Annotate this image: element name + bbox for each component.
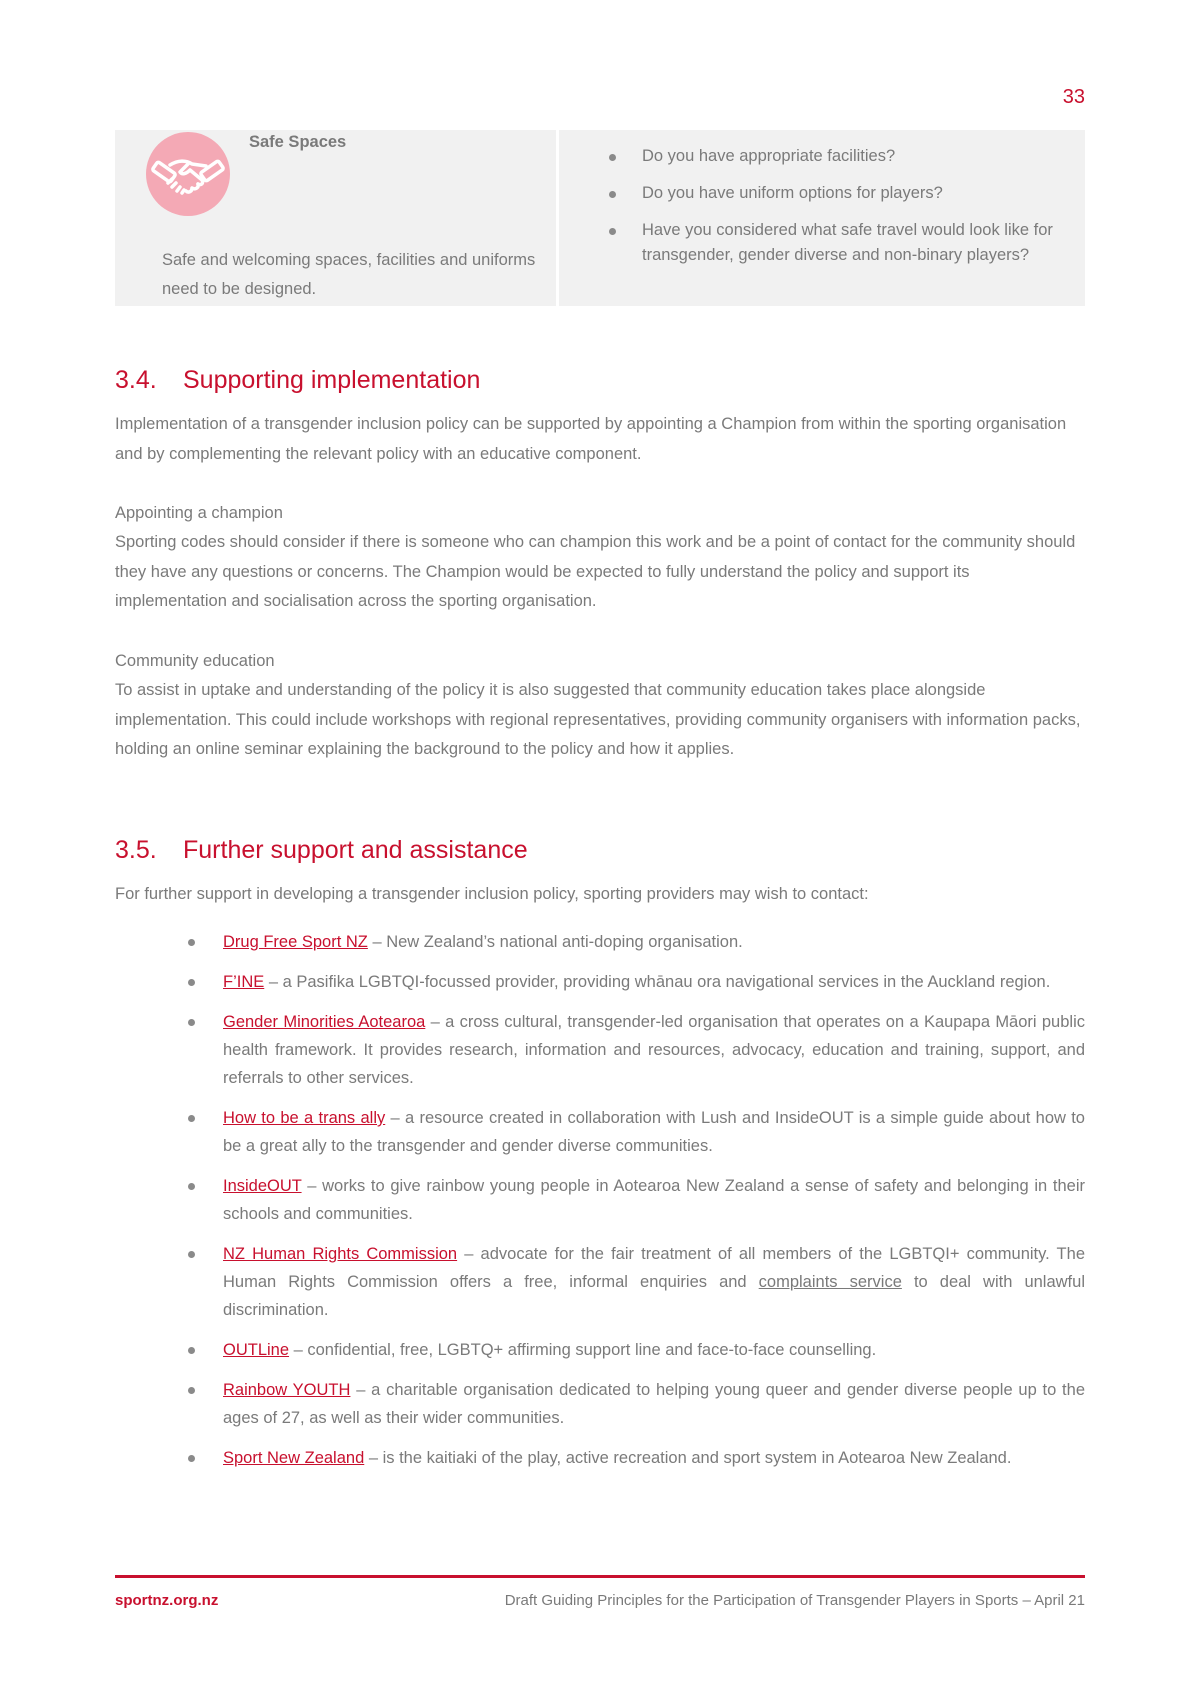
handshake-icon — [146, 132, 230, 216]
org-link[interactable]: NZ Human Rights Commission — [223, 1245, 458, 1263]
support-list-item — [115, 1104, 1085, 1160]
section-title: Further support and assistance — [183, 836, 528, 864]
champion-text: Sporting codes should consider if there is someone who can champion this work and be a point of contact for the community should they have any questions or concerns. The Champion would be expected to fully understand the policy and support its implementation and socialisation across the sporting organisation. — [115, 533, 1076, 610]
section-intro: Implementation of a transgender inclusion policy can be supported by appointing a Champion from within the sporting organisation and by complementing the relevant policy with an educative component. — [115, 415, 1067, 463]
question-item: Have you considered what safe travel would look like for transgender, gender diverse and non-binary players? — [609, 218, 1069, 268]
org-link[interactable]: Drug Free Sport NZ — [223, 933, 368, 951]
bullet-icon — [188, 1251, 195, 1258]
support-list-item — [115, 1008, 1085, 1092]
org-link[interactable]: Rainbow YOUTH — [223, 1381, 351, 1399]
org-link[interactable]: Sport New Zealand — [223, 1449, 365, 1467]
subheading-education: Community education — [115, 652, 275, 670]
org-link[interactable]: OUTLine — [223, 1341, 290, 1359]
section-number: 3.4. — [115, 366, 157, 394]
education-text: To assist in uptake and understanding of the policy it is also suggested that community education takes place alongside implementation. This could include workshops with regional representatives, providing community organisers with information packs, holding an online seminar explaining the background to the policy and how it applies. — [115, 681, 1081, 758]
org-description: – a cross cultural, transgender-led organisation that operates on a Kaupapa Māori public health framework. It provides research, information and resources, advocacy, education and training, support, and referrals to other services. — [223, 1013, 1085, 1087]
bullet-icon — [188, 979, 195, 986]
org-description: – a Pasifika LGBTQI-focussed provider, providing whānau ora navigational services in the Auckland region. — [264, 973, 1051, 991]
org-description: – advocate for the fair treatment of all members of the LGBTQI+ community. The Human Rights Commission offers a free, informal enquiries and — [223, 1245, 1085, 1291]
org-description: – a resource created in collaboration with Lush and InsideOUT is a simple guide about how to be a great ally to the transgender and gender diverse communities. — [223, 1109, 1085, 1155]
support-list-item — [115, 1172, 1085, 1228]
footer-site: sportnz.org.nz — [115, 1592, 219, 1609]
footer-title: Draft Guiding Principles for the Participation of Transgender Players in Sports – April 21 — [504, 1592, 1085, 1609]
bullet-icon — [188, 1019, 195, 1026]
org-description: – confidential, free, LGBTQ+ affirming support line and face-to-face counselling. — [289, 1341, 877, 1359]
bullet-icon — [188, 1183, 195, 1190]
support-list-item — [115, 1336, 1085, 1364]
support-list-item — [115, 1240, 1085, 1324]
org-description-cont: to deal with unlawful discrimination. — [223, 1273, 1085, 1319]
bullet-icon — [188, 1455, 195, 1462]
safe-spaces-questions — [559, 130, 1085, 306]
question-item: Do you have appropriate facilities? — [609, 144, 1069, 169]
subheading-champion: Appointing a champion — [115, 504, 283, 522]
safe-spaces-title: Safe Spaces — [249, 133, 347, 151]
support-list-item — [115, 1376, 1085, 1432]
bullet-icon — [188, 1115, 195, 1122]
bullet-icon — [188, 1387, 195, 1394]
support-list-item — [115, 968, 1085, 996]
org-link[interactable]: Gender Minorities Aotearoa — [223, 1013, 426, 1031]
org-link[interactable]: F’INE — [223, 973, 265, 991]
safe-spaces-summary — [115, 130, 556, 306]
safe-spaces-panel — [115, 130, 1085, 306]
org-link[interactable]: InsideOUT — [223, 1177, 302, 1195]
org-description: – a charitable organisation dedicated to helping young queer and gender diverse people up to the ages of 27, as well as their wider communities. — [223, 1381, 1085, 1427]
complaints-service-link[interactable]: complaints service — [758, 1273, 902, 1291]
support-list-item — [115, 1444, 1085, 1472]
section-number: 3.5. — [115, 836, 157, 864]
support-list — [115, 928, 1085, 1484]
bullet-icon — [188, 1347, 195, 1354]
question-item: Do you have uniform options for players? — [609, 181, 1069, 206]
section-title: Supporting implementation — [183, 366, 481, 394]
org-description: – works to give rainbow young people in Aotearoa New Zealand a sense of safety and belonging in their schools and communities. — [223, 1177, 1085, 1223]
support-list-item — [115, 928, 1085, 956]
bullet-icon — [188, 939, 195, 946]
safe-spaces-description: Safe and welcoming spaces, facilities and uniforms need to be designed. — [162, 251, 536, 298]
page-number: 33 — [1062, 86, 1085, 108]
org-description: – is the kaitiaki of the play, active recreation and sport system in Aotearoa New Zealand. — [364, 1449, 1012, 1467]
section-heading-3-5 — [115, 836, 528, 865]
org-description: – New Zealand’s national anti-doping organisation. — [367, 933, 743, 951]
section-heading-3-4 — [115, 366, 480, 395]
org-link[interactable]: How to be a trans ally — [223, 1109, 386, 1127]
section-intro: For further support in developing a transgender inclusion policy, sporting providers may wish to contact: — [115, 885, 869, 903]
footer-divider — [115, 1575, 1085, 1578]
